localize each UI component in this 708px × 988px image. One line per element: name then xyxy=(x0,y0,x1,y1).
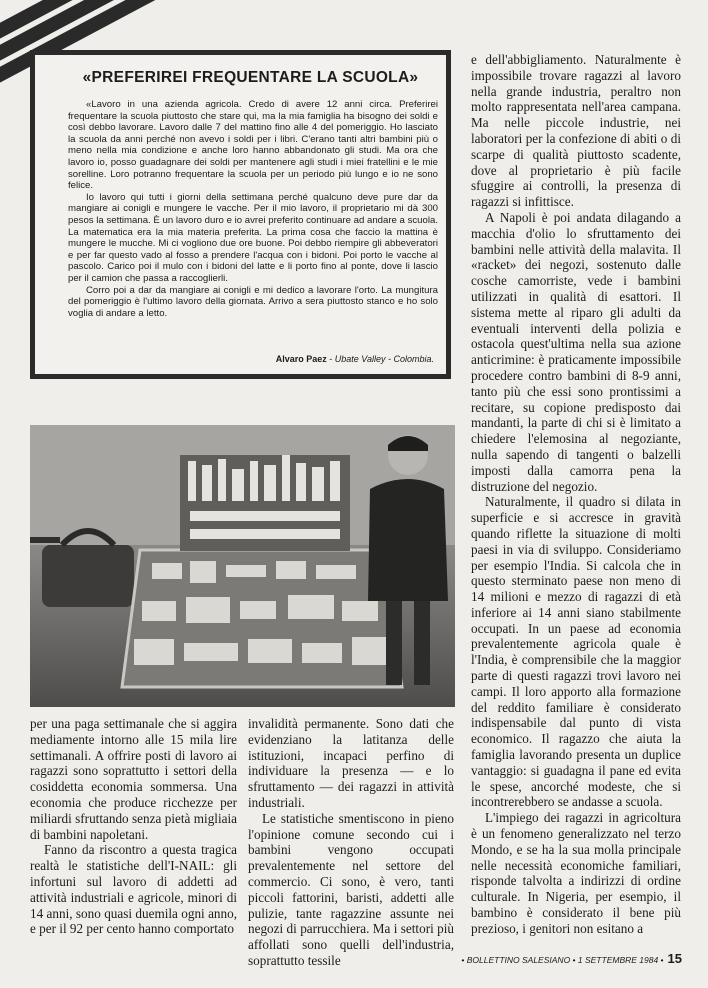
article-paragraph: Naturalmente, il quadro si dilata in superficie e si accresce in gravità quando riflette la situazione di molti paesi in via di sviluppo. Consideriamo per esempio l'India. Si calcola che in questo sterminato paese non meno di 14 milioni e mezzo di ragazzi di età inferiore ai 14 anni siano stabilmente occupati. In un paese ad economia prevalentemente agricola quale è l'India, è comprensibile che la maggior parte di questi ragazzi trovi lavoro nei campi. Il loro apporto alla formazione del reddito familiare è considerato indispensabile dal punto di vista economico. Il ragazzo che aiuta la famiglia lavorando presenta un duplice vantaggio: si guadagna il pane ed evita le spese, ancorché modeste, che si incontrerebbero se andasse a scuola. xyxy=(471,494,681,810)
testimony-box xyxy=(30,50,451,379)
page-number: 15 xyxy=(667,951,682,966)
box-signature: Alvaro Paez - Ubate Valley - Colombia. xyxy=(275,354,434,364)
article-paragraph: Le statistiche smentiscono in pieno l'opinione comune secondo cui i bambini vengono occupati prevalentemente nel settore del commercio. Ci sono, è vero, tanti piccoli fattorini, baristi, addetti alle pulizie, tante ragazzine assunte nei negozi di parrucchiera. Ma i settori più affollati sono quelli dell'industria, soprattutto tessile xyxy=(248,810,454,968)
box-title: «PREFERIREI FREQUENTARE LA SCUOLA» xyxy=(82,69,419,86)
article-column-left xyxy=(30,716,237,937)
box-paragraph: «Lavoro in una azienda agricola. Credo di avere 12 anni circa. Preferirei frequentare la scuola piuttosto che stare qui, ma la mia famiglia ha bisogno dei soldi e così debbo lavorare. Lavoro dalle 7 del mattino fino alle 4 del pomeriggio. Ho lasciato la scuola da anni perché non avevo i soldi per i libri. C'erano tanti altri bambini più o meno nella mia condizione e anche loro hanno abbandonato gli studi. Ma ora che lavoro io, posso guadagnare dei soldi per mantenere agli studi i miei fratellini e le mie sorelline. Loro potranno frequentare la scuola per un periodo più lungo e io ne sono felice. xyxy=(68,99,438,192)
signature-name: Alvaro Paez xyxy=(275,354,327,364)
photo-illustration xyxy=(30,425,455,707)
article-paragraph: L'impiego dei ragazzi in agricoltura è un fenomeno generalizzato nel terzo Mondo, e se ha la sua molla principale nelle necessità economiche familiari, risponde talvolta a indirizzi di ordine culturale. In Nigeria, per esempio, il bambino è considerato il bene più prezioso, i genitori non esitano a xyxy=(471,810,681,936)
article-paragraph: A Napoli è poi andata dilagando a macchia d'olio lo sfruttamento dei bambini nelle attività della malavita. Il «racket» dei negozi, sostenuto dalle cosche camorriste, vede i bambini utilizzati in qualità di esattori. Il sistema mette al riparo gli adulti da eventuali interventi della polizia e ostacola quest'ultima nella sua azione anticrimine: è praticamente impossibile procedere contro bambini di 8-9 anni, tanto più che essi sono prontissimi a recitare, su copione predisposto dai mandanti, la parte di chi si è limitato a chiedere l'elemosina al negoziante, nulla sapendo di tangenti o balzelli imposti dalla camorra pena la distruzione del negozio. xyxy=(471,209,681,494)
article-column-middle xyxy=(248,716,454,969)
article-paragraph: invalidità permanente. Sono dati che evidenziano la latitanza delle istituzioni, incapaci perfino di individuare la presenza — e lo sfruttamento — dei ragazzi in attività industriali. xyxy=(248,716,454,810)
article-paragraph: per una paga settimanale che si aggira mediamente intorno alle 15 mila lire settimanali. A offrire posti di lavoro ai ragazzi sono soprattutto i settori della cosiddetta economia sommersa. Una economia che produce ricchezze per miliardi sfruttando senza pietà migliaia di bambini napoletani. xyxy=(30,716,237,842)
box-paragraph: Corro poi a dar da mangiare ai conigli e mi dedico a lavorare l'orto. La mungitura del pomeriggio è l'ultimo lavoro della giornata. Arrivo a sera piuttosto stanco e ho solo voglia di andare a letto. xyxy=(68,284,438,319)
signature-place: Ubate Valley - Colombia. xyxy=(334,354,434,364)
article-paragraph: e dell'abbigliamento. Naturalmente è impossibile trovare ragazzi al lavoro nella grande industria, peraltro non molto rappresentata nell'area campana. Ma nelle piccole industrie, nei laboratori per la confezione di abiti o di scarpe di qualità piuttosto scadente, dove al proprietario è più facile sfuggire ai controlli, la presenza di ragazzi si infittisce. xyxy=(471,52,681,210)
box-paragraph: Io lavoro qui tutti i giorni della settimana perché qualcuno deve pure dar da mangiare ai conigli e mungere le vacche. Per il mio lavoro, il proprietario mi dà 300 pesos la settimana. È un lavoro duro e io avrei preferito continuare ad andare a scuola. La matematica era la mia materia preferita. La prima cosa che faccio la mattina è mungere le mucche. Mi ci vogliono due ore buone. Poi debbo riempire gli abbeveratori e per far questo vado al fosso a prendere l'acqua con i bidoni. Poi porto le vacche al pascolo. Carico poi il mulo con i bidoni del latte e li porto fino al ponte, dove li lascio per il camion che passa a raccoglierli. xyxy=(68,191,438,284)
article-paragraph: Fanno da riscontro a questa tragica realtà le statistiche dell'I-NAIL: gli infortuni sul lavoro di addetti ad attività industriali e agricole, minori di 14 anni, sono quasi duemila ogni anno, e per il 92 per cento hanno comportato xyxy=(30,842,237,937)
page-footer xyxy=(461,951,682,966)
publication-line: • BOLLETTINO SALESIANO • 1 SETTEMBRE 1984 • xyxy=(461,955,664,965)
box-text xyxy=(68,99,438,319)
photo-boy-street-vendor xyxy=(30,425,455,707)
article-column-right xyxy=(471,52,681,937)
